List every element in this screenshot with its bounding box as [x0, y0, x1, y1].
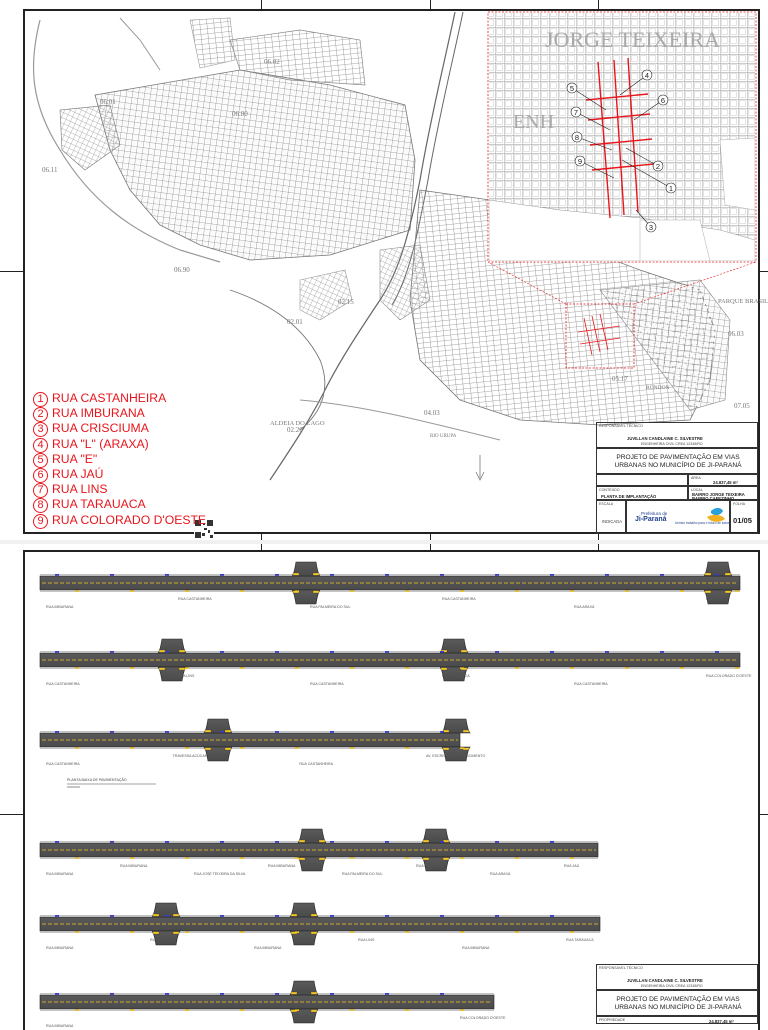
legend-item: 9 RUA COLORADO D'OESTE: [33, 513, 206, 528]
street-name-label: RUA IMBURANA: [416, 864, 444, 868]
street-name-label: RUA IMBURANA: [120, 864, 148, 868]
tb-content-label: CONTEÚDO: [599, 488, 620, 492]
tb-scale-cell: [596, 500, 626, 534]
tb2-resp-role: ENGENHEIRA CIVIL CREA 12345/RO: [641, 984, 703, 988]
title-block: [596, 422, 758, 534]
tb-content-cell: [596, 486, 688, 500]
callout-2: 2: [655, 162, 661, 171]
sector-label: 06.11: [42, 166, 58, 174]
legend-item: 5 RUA "E": [33, 452, 206, 467]
street-name-label: RUA IMBURANA: [46, 872, 74, 876]
inset-title: JORGE TEIXEIRA: [545, 27, 720, 52]
tb-area-value: 24.837,45 m²: [713, 480, 738, 485]
callout-6: 6: [660, 96, 666, 105]
street-name-label: RUA JOSÉ TEIXEIRA DA SILVA: [194, 872, 246, 876]
street-name-label: RUA IMBURANA: [254, 946, 282, 950]
street-name-label: RUA IMBURANA: [46, 605, 74, 609]
tb-project-cell: [596, 448, 758, 474]
tb2-area-value: 24.837,45 m²: [709, 1019, 734, 1024]
tb-resp-name: JUVILLAN CANDLAINE C. SILVESTRE: [627, 436, 703, 441]
sector-label: 04.03: [424, 409, 440, 417]
legend-item: 4 RUA "L" (ARAXA): [33, 437, 206, 452]
street-name-label: RUA CASTANHEIRA: [299, 762, 334, 766]
street-name-label: RUA TARAUACA: [566, 938, 594, 942]
callout-3: 3: [648, 223, 654, 232]
legend-item: 1 RUA CASTANHEIRA: [33, 391, 206, 406]
sector-label: 06.01: [100, 98, 116, 106]
tb2-resp-name: JUVILLAN CANDLAINE C. SILVESTRE: [627, 978, 703, 983]
tb-sheet-label: FOLHA: [733, 502, 745, 506]
tb-sheet-number: 01/05: [733, 516, 753, 525]
tb2-resp-cell: [596, 964, 758, 990]
street-plans: [0, 544, 768, 1028]
street-name-label: RUA PALMEIRA DO SUL: [342, 872, 383, 876]
area-label: ALDEIA DO LAGO: [270, 420, 325, 427]
sector-label: 02.01: [287, 318, 303, 326]
sector-label: 06.02: [264, 58, 280, 66]
sector-label: 02.15: [338, 298, 354, 306]
street-name-label: RUA CASTANHEIRA: [574, 682, 608, 686]
street-name-label: TRAVESSA ACÚCAR: [172, 754, 208, 758]
street-name-label: RUA CASTANHEIRA: [46, 682, 80, 686]
tb2-project-cell: [596, 990, 758, 1016]
tb-scale-label: ESCALA: [599, 502, 614, 506]
district-label: RONDON: [646, 385, 670, 391]
street-name-label: RUA CASTANHEIRA: [46, 762, 80, 766]
tb2-project-line1: PROJETO DE PAVIMENTAÇÃO EM VIAS: [616, 996, 740, 1003]
tb-project-line2: URBANAS NO MUNICÍPIO DE JI-PARANÁ: [614, 462, 742, 469]
tb-area-label: ÁREA: [691, 476, 701, 480]
small-caption: PLANTA BAIXA DE PAVIMENTAÇÃO: [67, 778, 127, 782]
street-name-label: RUA TARAUACA: [442, 674, 470, 678]
tb-local-label: LOCAL: [691, 488, 703, 492]
street-name-label: RUA COLORADO D'OESTE: [460, 1016, 506, 1020]
street-name-label: RUA CASTANHEIRA: [442, 597, 476, 601]
street-legend: [33, 391, 206, 528]
tb-area-cell: [688, 474, 758, 486]
inset-watermark: ENH: [513, 111, 555, 133]
street-name-label: RUA ARAXÁ: [574, 605, 595, 609]
title-block-2: [596, 964, 758, 1024]
street-name-label: RUA COLORADO D'OESTE: [706, 674, 752, 678]
street-name-label: RUA CASTANHEIRA: [178, 597, 212, 601]
tb2-project-line2: URBANAS NO MUNICÍPIO DE JI-PARANÁ: [614, 1004, 742, 1011]
callout-1: 1: [668, 184, 674, 193]
callout-4: 4: [644, 71, 650, 80]
tb-logo-cell: [626, 500, 730, 534]
tb-resp-role: ENGENHEIRA CIVIL CREA 12345/RO: [641, 442, 703, 446]
sector-label: 07.05: [734, 402, 750, 410]
tb2-area-cell: [596, 1016, 758, 1024]
tb-local-line1: BAIRRO JORGE TEIXEIRA: [692, 492, 745, 497]
street-name-label: RUA IMBURANA: [46, 946, 74, 950]
street-name-label: RUA JAÚ: [564, 864, 580, 868]
tb-project-line1: PROJETO DE PAVIMENTAÇÃO EM VIAS: [616, 454, 740, 461]
street-name-label: RUA IMBURANA: [46, 1024, 74, 1028]
street-name-label: RUA LINS: [178, 674, 195, 678]
street-name-label: RUA CASTANHEIRA: [310, 682, 344, 686]
street-name-label: RUA PALMEIRA DO SUL: [310, 605, 351, 609]
sector-label: 06.80: [232, 110, 248, 118]
sector-label: 06.03: [728, 330, 744, 338]
tb-content-value: PLANTA DE IMPLANTAÇÃO: [601, 494, 657, 499]
street-name-label: RUA IMBURANA: [268, 864, 296, 868]
tb-resp-cell: [596, 422, 758, 448]
tb-sheet-cell: [730, 500, 758, 534]
street-name-label: RUA ARAXÁ: [490, 872, 511, 876]
callout-9: 9: [577, 157, 583, 166]
drawing-sheet-2: [0, 544, 768, 1028]
street-name-label: AV. ESCRIVINHA DO NASCIMENTO: [426, 754, 486, 758]
street-name-label: RUA LINS: [358, 938, 375, 942]
logo-city: Ji-Paraná: [635, 516, 667, 523]
legend-item: 3 RUA CRISCIUMA: [33, 421, 206, 436]
district-label: PARQUE BRASIL: [718, 298, 768, 305]
tb-local-line2: BAIRRO CAFEZINHO: [692, 496, 735, 501]
sector-label: 06.90: [174, 266, 190, 274]
river-label: RIO URUPA: [430, 434, 457, 439]
tb2-area-label: PROPRIEDADE: [599, 1018, 626, 1022]
logo-prefeitura: Prefeitura de: [641, 511, 668, 516]
street-name-label: RUA IMBURANA: [462, 946, 490, 950]
legend-item: 8 RUA TARAUACA: [33, 497, 206, 512]
legend-item: 7 RUA LINS: [33, 482, 206, 497]
sector-label: 02.20: [287, 426, 303, 434]
callout-8: 8: [574, 133, 580, 142]
sector-label: 05.17: [612, 375, 628, 383]
legend-item: 6 RUA JAÚ: [33, 467, 206, 482]
street-name-label: RUA JAÚ: [150, 938, 166, 942]
tb-resp-label: RESPONSÁVEL TÉCNICO: [599, 424, 643, 428]
tb-local-cell: [688, 486, 758, 500]
legend-item: 2 RUA IMBURANA: [33, 406, 206, 421]
tb-scale-value: INDICADA: [602, 519, 623, 524]
tb-blank-cell: [596, 474, 688, 486]
callout-5: 5: [569, 84, 575, 93]
tb2-resp-label: RESPONSÁVEL TÉCNICO: [599, 966, 643, 970]
logo-tagline: Unindo trabalho para o futuro de todos: [675, 521, 730, 525]
street-name-label: RUA JAÚ: [706, 597, 722, 601]
callout-7: 7: [573, 108, 579, 117]
